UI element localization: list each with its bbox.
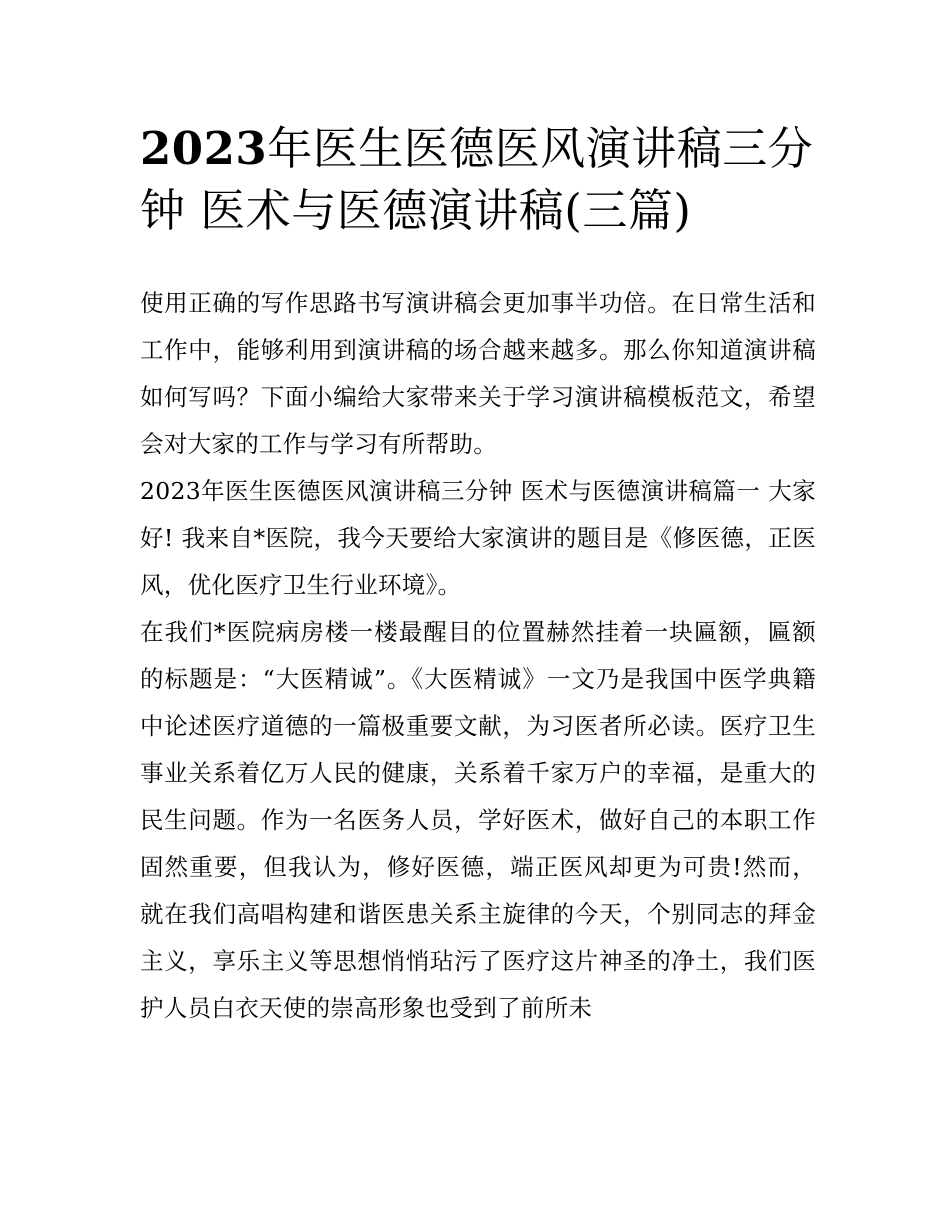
document-title [140, 118, 820, 242]
title-year: 2023 [140, 122, 268, 175]
title-text: 年医生医德医风演讲稿三分钟 医术与医德演讲稿(三篇) [140, 122, 814, 237]
speech-one-opening-paragraph: 2023年医生医德医风演讲稿三分钟 医术与医德演讲稿篇一 大家好! 我来自*医院，我今天要给大家演讲的题目是《修医德，正医风，优化医疗卫生行业环境》。 [140, 477, 816, 599]
document-body [140, 280, 816, 1032]
speech-one-body-paragraph: 在我们*医院病房楼一楼最醒目的位置赫然挂着一块匾额，匾额的标题是：“大医精诚”。《大医精诚》一文乃是我国中医学典籍中论述医疗道德的一篇极重要文献，为习医者所必读。医疗卫生事业关系着亿万人民的健康，关系着千家万户的幸福，是重大的民生问题。作为一名医务人员，学好医术，做好自己的本职工作固然重要，但我认为，修好医德，端正医风却更为可贵!然而，就在我们高唱构建和谐医患关系主旋律的今天，个别同志的拜金主义，享乐主义等思想悄悄玷污了医疗这片神圣的净土，我们医护人员白衣天使的崇高形象也受到了前所未 [140, 618, 816, 1022]
intro-paragraph: 使用正确的写作思路书写演讲稿会更加事半功倍。在日常生活和工作中，能够利用到演讲稿的场合越来越多。那么你知道演讲稿如何写吗？下面小编给大家带来关于学习演讲稿模板范文，希望会对大家的工作与学习有所帮助。 [140, 289, 816, 458]
